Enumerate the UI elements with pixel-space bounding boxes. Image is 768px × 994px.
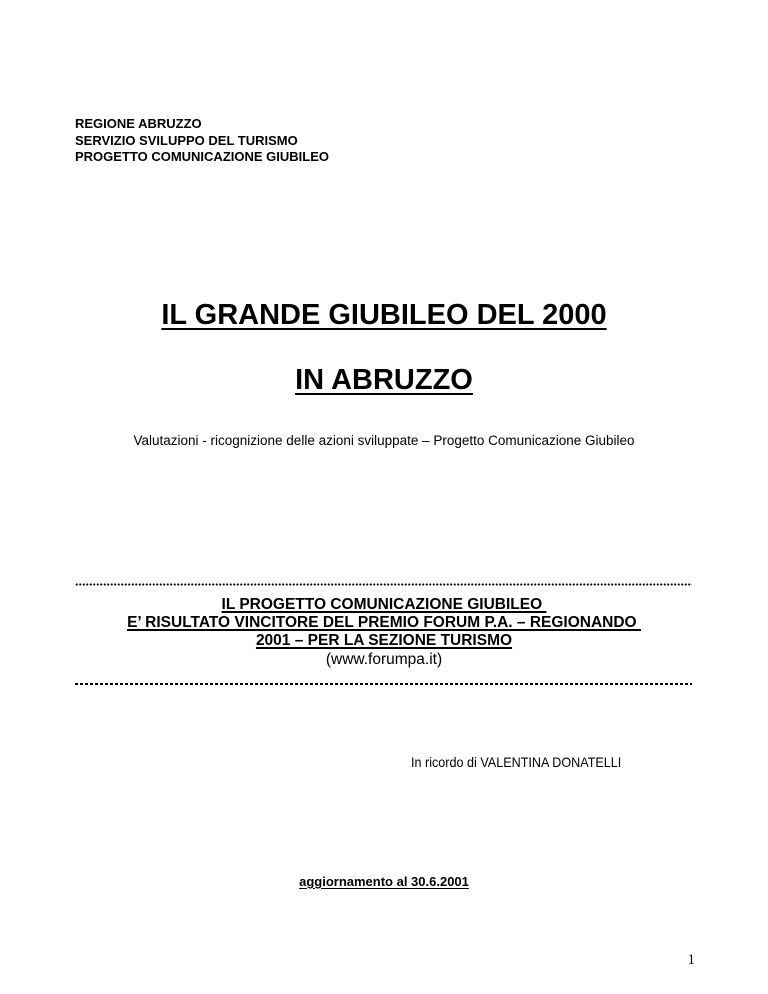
page-number: 1 <box>687 952 695 968</box>
dotted-divider <box>75 580 692 588</box>
award-line-3: 2001 – PER LA SEZIONE TURISMO <box>255 632 513 649</box>
award-url: (www.forumpa.it) <box>325 651 443 668</box>
document-title: IL GRANDE GIUBILEO DEL 2000 <box>161 299 607 331</box>
update-date: aggiornamento al 30.6.2001 <box>299 874 469 889</box>
award-notice <box>0 596 768 669</box>
document-title-subline: IN ABRUZZO <box>295 364 473 396</box>
header-line-service: SERVIZIO SVILUPPO DEL TURISMO <box>75 132 298 148</box>
header-line-project: PROGETTO COMUNICAZIONE GIUBILEO <box>75 149 329 164</box>
memorial-dedication: In ricordo di VALENTINA DONATELLI <box>411 754 622 770</box>
header-block <box>75 116 329 166</box>
document-subtitle: Valutazioni - ricognizione delle azioni sviluppate – Progetto Comunicazione Giubileo <box>133 433 635 448</box>
header-line-region: REGIONE ABRUZZO <box>75 116 202 131</box>
award-line-1: IL PROGETTO COMUNICAZIONE GIUBILEO <box>221 596 547 613</box>
award-line-2: E’ RISULTATO VINCITORE DEL PREMIO FORUM P.A. – REGIONANDO <box>127 614 641 631</box>
dashed-divider <box>75 681 692 687</box>
